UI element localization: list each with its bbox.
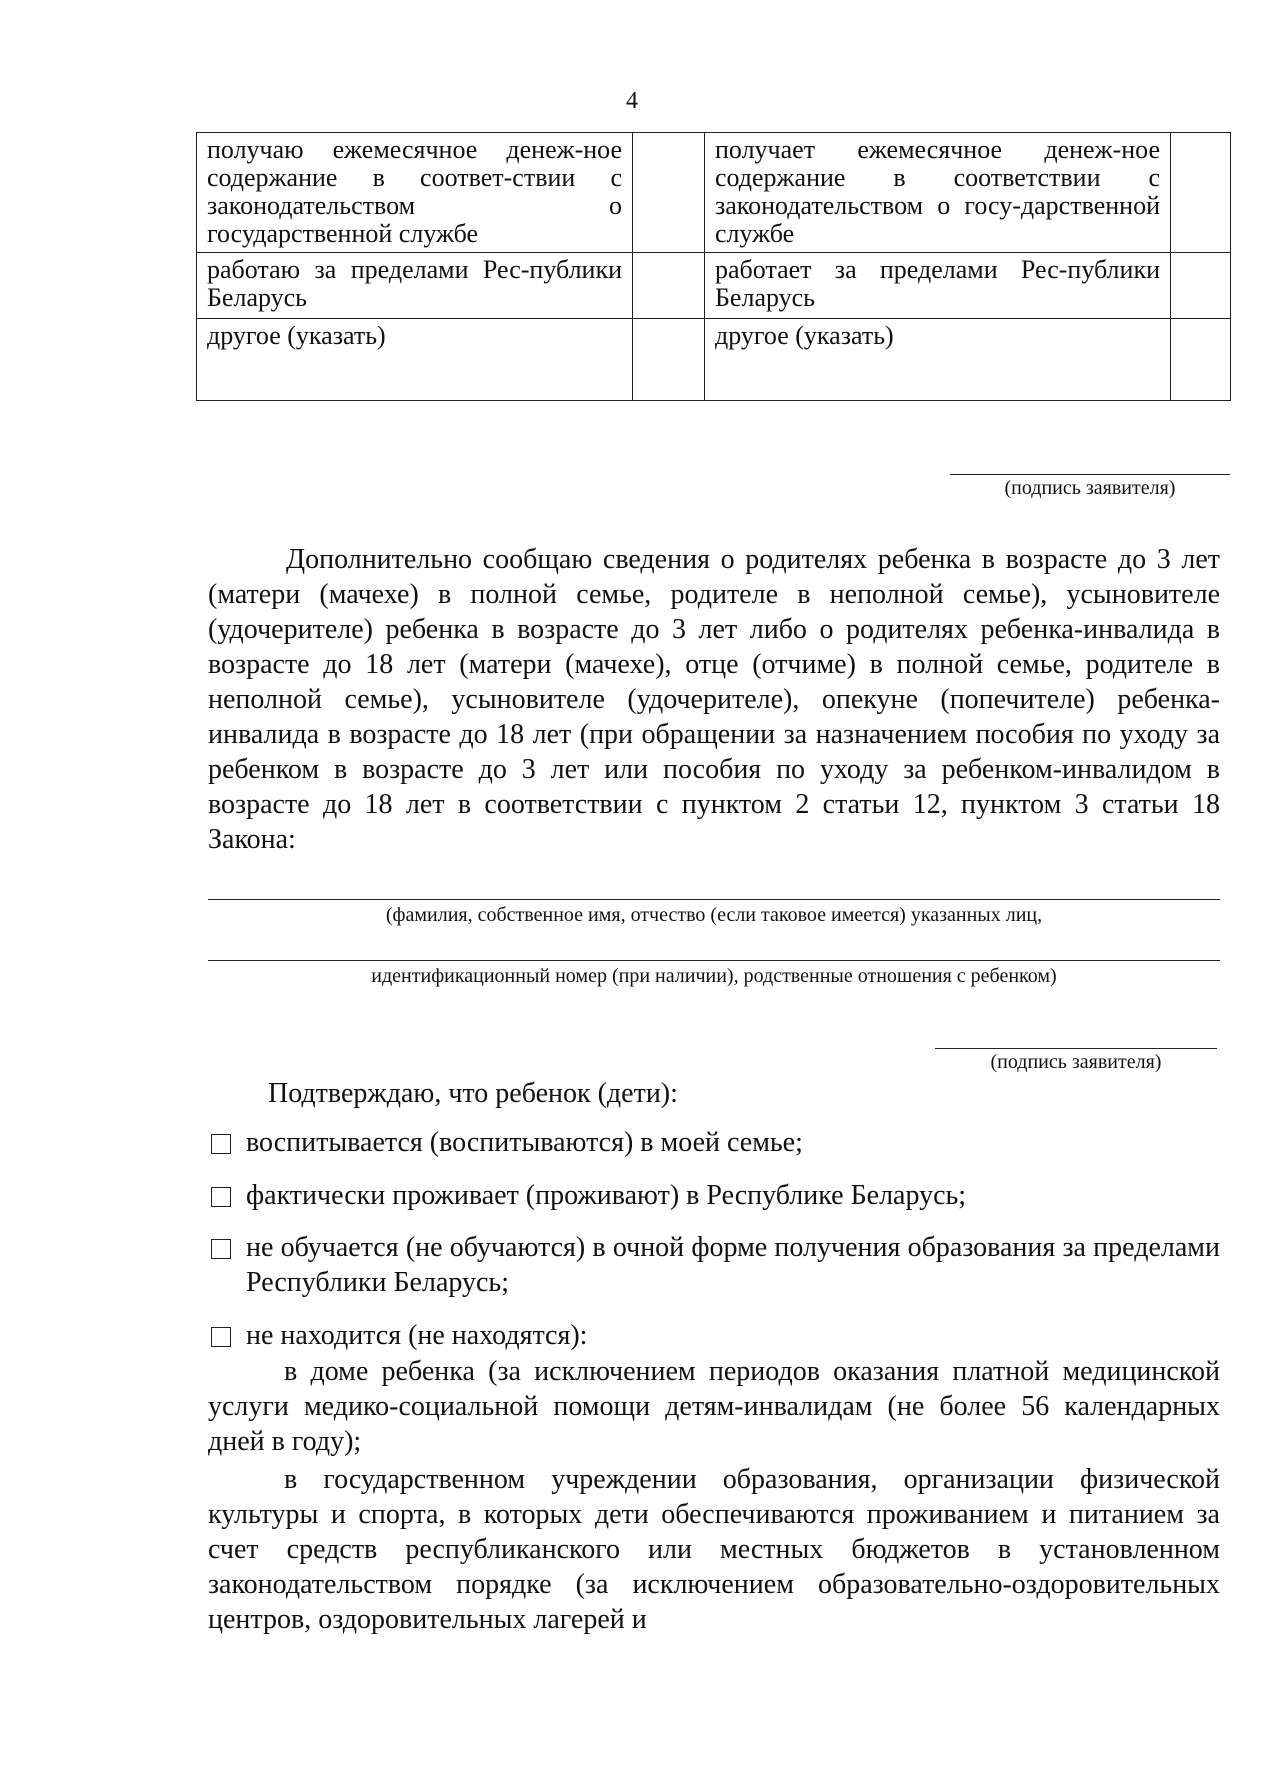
applicant-mark-cell[interactable] (633, 319, 705, 401)
page-number: 4 (626, 88, 638, 114)
other-person-status-cell: получает ежемесячное денеж-ное содержание в соответствии с законодательством о госу-дарственной службе (705, 133, 1171, 253)
employment-status-table (196, 132, 1231, 401)
fill-caption: (фамилия, собственное имя, отчество (если таковое имеется) указанных лиц, (385, 904, 1043, 926)
applicant-mark-cell[interactable] (633, 253, 705, 319)
checkbox-square-icon[interactable] (211, 1134, 231, 1154)
signature-caption: (подпись заявителя) (1004, 477, 1176, 499)
table-row (197, 253, 1231, 319)
additional-info-paragraph: Дополнительно сообщаю сведения о родителях ребенка в возрасте до 3 лет (матери (мачехе) в полной семье, родителе в неполной семье), усыновителе (удочерителе) ребенка в возрасте до 3 лет либо о родителях ребенка-инвалида в возрасте до 18 лет (матери (мачехе), отце (отчиме) в полной семье, родителе в неполной семье), усыновителе (удочерителе), опекуне (попечителе) ребенка-инвалида в возрасте до 18 лет (при обращении за назначением пособия по уходу за ребенком в возрасте до 3 лет или пособия по уходу за ребенком-инвалидом в возрасте до 18 лет в соответствии с пунктом 2 статьи 12, пунктом 3 статьи 18 Закона: (208, 544, 1220, 855)
other-person-status-cell: другое (указать) (705, 319, 1171, 401)
checkbox-square-icon[interactable] (211, 1327, 231, 1347)
checkbox-item-lives-in-belarus (208, 1178, 1220, 1213)
checkbox-square-icon[interactable] (211, 1239, 231, 1259)
checkbox-square-icon[interactable] (211, 1187, 231, 1207)
checkbox-item-not-in-institution (208, 1318, 1220, 1353)
checkbox-label: не обучается (не обучаются) в очной форме получения образования за пределами Республики Беларусь; (246, 1232, 1220, 1298)
parents-info-fill-line-1[interactable] (208, 899, 1220, 927)
applicant-status-cell: получаю ежемесячное денеж-ное содержание в соответ-ствии с законодательством о государственной службе (197, 133, 633, 253)
other-person-mark-cell[interactable] (1171, 133, 1231, 253)
institution-clause-2: в государственном учреждении образования, организации физической культуры и спорта, в которых дети обеспечиваются проживанием и питанием за счет средств республиканского или местных бюджетов в установленном законодательством порядке (за исключением образовательно-оздоровительных центров, оздоровительных лагерей и (208, 1464, 1220, 1635)
checkbox-label: воспитывается (воспитываются) в моей семье; (246, 1127, 803, 1158)
applicant-signature-line-2[interactable] (935, 1048, 1217, 1074)
other-person-status-cell: работает за пределами Рес-публики Беларусь (705, 253, 1171, 319)
checkbox-label: не находится (не находятся): (246, 1320, 588, 1351)
table-row (197, 319, 1231, 401)
applicant-signature-line-1[interactable] (950, 474, 1230, 500)
applicant-mark-cell[interactable] (633, 133, 705, 253)
applicant-status-cell: работаю за пределами Рес-публики Беларусь (197, 253, 633, 319)
parents-info-fill-line-2[interactable] (208, 960, 1220, 988)
checkbox-item-raised-in-family (208, 1125, 1220, 1160)
confirm-heading: Подтверждаю, что ребенок (дети): (268, 1078, 678, 1109)
other-person-mark-cell[interactable] (1171, 253, 1231, 319)
signature-caption: (подпись заявителя) (990, 1051, 1162, 1073)
other-person-mark-cell[interactable] (1171, 319, 1231, 401)
table-row (197, 133, 1231, 253)
checkbox-item-not-studying-abroad (208, 1230, 1220, 1300)
applicant-status-cell: другое (указать) (197, 319, 633, 401)
fill-caption: идентификационный номер (при наличии), родственные отношения с ребенком) (371, 965, 1057, 987)
institution-clause-1: в доме ребенка (за исключением периодов оказания платной медицинской услуги медико-социальной помощи детям-инвалидам (не более 56 календарных дней в году); (208, 1356, 1220, 1457)
checkbox-label: фактически проживает (проживают) в Республике Беларусь; (246, 1180, 967, 1211)
